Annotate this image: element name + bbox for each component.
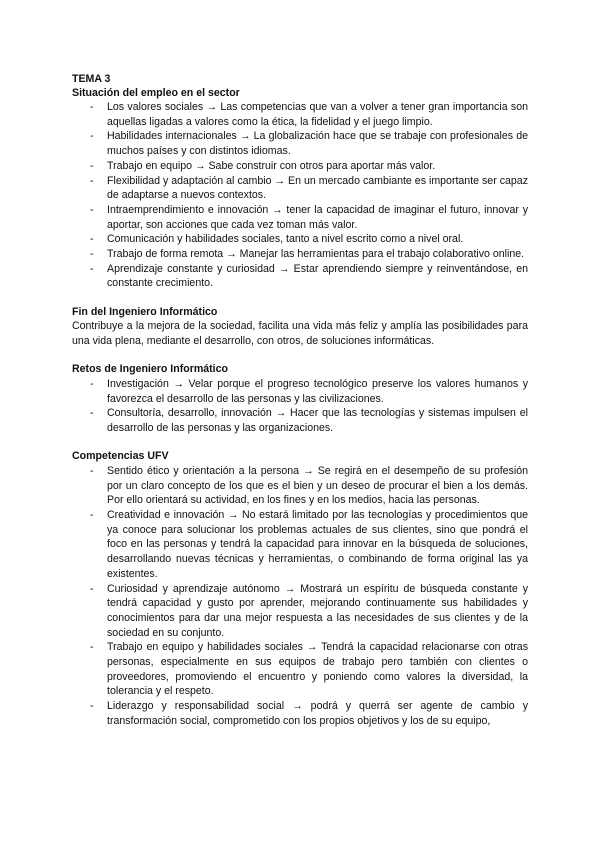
list-item-text: Consultoría, desarrollo, innovación → Hacer que las tecnologías y sistemas impulsen el desarrollo de las personas y las organizaciones. — [107, 407, 528, 435]
list-item — [72, 582, 528, 641]
bullet-dash: - — [90, 130, 94, 143]
section-heading: Fin del Ingeniero Informático — [72, 305, 218, 318]
list-item — [72, 100, 528, 129]
bullet-dash: - — [90, 174, 94, 187]
bullet-dash: - — [90, 233, 94, 246]
list-item-text: Creatividad e innovación → No estará limitado por las tecnologías y procedimientos que ya conoce para solucionar los problemas actuales de sus clientes, sino que pondrá el foco en las personas y tendrá la capacidad para innovar en la búsqueda de soluciones, desarrollando nuevas técnicas y herramientas, o combinando de forma original las ya existentes. — [107, 509, 528, 580]
list-item-text: Intraemprendimiento e innovación → tener la capacidad de imaginar el futuro, innovar y aportar, son acciones que cada vez toman más valor. — [107, 203, 528, 231]
list-item-text: Comunicación y habilidades sociales, tanto a nivel escrito como a nivel oral. — [107, 233, 464, 246]
bullet-dash: - — [90, 377, 94, 390]
list-item — [72, 406, 528, 435]
list-item — [72, 247, 528, 262]
list-item-text: Habilidades internacionales → La globalización hace que se trabaje con profesionales de muchos países y con distintos idiomas. — [107, 130, 528, 158]
document-page — [72, 73, 528, 729]
list-item-text: Liderazgo y responsabilidad social → podrá y querrá ser agente de cambio y transformación social, comprometido con los propios objetivos y los de su equipo, — [107, 700, 528, 727]
list-item — [72, 262, 528, 291]
list-item — [72, 232, 528, 247]
bullet-dash: - — [90, 248, 94, 261]
list-item-text: Trabajo en equipo y habilidades sociales → Tendrá la capacidad relacionarse con otras personas, especialmente en sus equipos de trabajo pero también con clientes o proveedores, promoviendo el encuentro y poniendo como valores la diversidad, la tolerancia y el respeto. — [107, 641, 528, 698]
list-item — [72, 377, 528, 406]
bullet-dash: - — [90, 262, 94, 275]
list-item — [72, 129, 528, 158]
bullet-dash: - — [90, 203, 94, 216]
bullet-dash: - — [90, 582, 94, 595]
list-item — [72, 640, 528, 699]
list-item-text: Flexibilidad y adaptación al cambio → En un mercado cambiante es importante ser capaz de adaptarse a nuevos contextos. — [107, 174, 528, 202]
list-item — [72, 174, 528, 203]
section-heading: Competencias UFV — [72, 450, 169, 463]
list-item — [72, 203, 528, 232]
bullet-list — [72, 100, 528, 291]
bullet-list — [72, 377, 528, 436]
section-heading: Retos de Ingeniero Informático — [72, 363, 228, 376]
list-item-text: Sentido ético y orientación a la persona → Se regirá en el desempeño de su profesión por un claro concepto de los que es el bien y un deseo de procurar el bien a los demás. Por ello orientará su actividad, en los fines y en los medios, hacia las personas. — [107, 464, 528, 507]
bullet-dash: - — [90, 700, 94, 713]
list-item-text: Investigación → Velar porque el progreso tecnológico preserve los valores humanos y favorezca el desarrollo de las personas y las civilizaciones. — [107, 377, 528, 405]
list-item-text: Trabajo de forma remota → Manejar las herramientas para el trabajo colaborativo online. — [107, 248, 525, 261]
bullet-dash: - — [90, 101, 94, 113]
bullet-dash: - — [90, 407, 94, 420]
list-item-text: Los valores sociales → Las competencias que van a volver a tener gran importancia son aquellas ligadas a valores como la ética, la fidelidad y el juego limpio. — [107, 101, 528, 128]
list-item — [72, 159, 528, 174]
list-item-text: Curiosidad y aprendizaje autónomo → Mostrará un espíritu de búsqueda constante y tendrá capacidad y gusto por aprender, mejorando continuamente sus habilidades y conocimientos para dar una mejor respuesta a las necesidades de sus clientes y de la sociedad en su conjunto. — [107, 582, 528, 639]
list-item — [72, 699, 528, 728]
section-heading: Situación del empleo en el sector — [72, 86, 240, 99]
document-title: TEMA 3 — [72, 73, 111, 85]
list-item — [72, 508, 528, 582]
bullet-dash: - — [90, 159, 94, 172]
list-item — [72, 464, 528, 508]
bullet-list — [72, 464, 528, 729]
paragraph: Contribuye a la mejora de la sociedad, facilita una vida más feliz y amplía las posibilidades para una vida plena, mediante el desarrollo, con otros, de soluciones informáticas. — [72, 320, 528, 348]
bullet-dash: - — [90, 464, 94, 477]
bullet-dash: - — [90, 509, 94, 522]
bullet-dash: - — [90, 641, 94, 654]
list-item-text: Aprendizaje constante y curiosidad → Estar aprendiendo siempre y reinventándose, en constante crecimiento. — [107, 262, 528, 290]
list-item-text: Trabajo en equipo → Sabe construir con otros para aportar más valor. — [107, 159, 436, 172]
